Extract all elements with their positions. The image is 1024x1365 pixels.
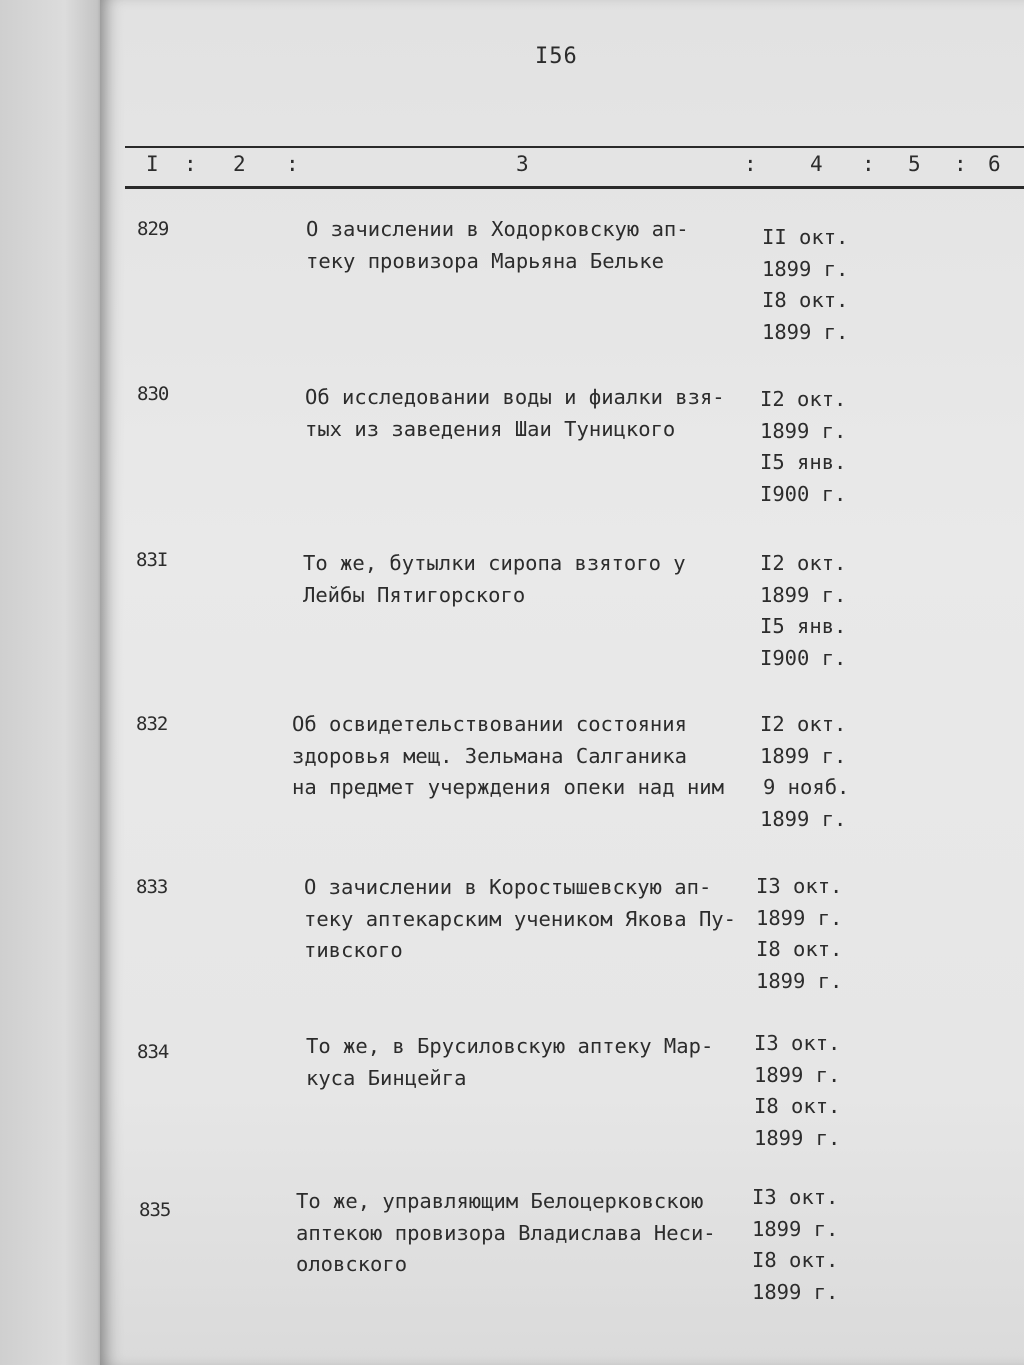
entry-dates xyxy=(760,548,846,674)
column-separator: : xyxy=(286,152,299,176)
entry-date-line: I8 окт. xyxy=(756,937,843,961)
entry-dates xyxy=(760,384,846,510)
column-header-3: 3 xyxy=(516,152,529,176)
header-rule-top xyxy=(125,146,1024,148)
column-header-5: 5 xyxy=(908,152,921,176)
entry-date-line: 1899 г. xyxy=(760,418,847,443)
entry-date-line: 9 нояб. xyxy=(763,775,850,799)
entry-date-line: 1899 г. xyxy=(760,806,847,831)
column-separator: : xyxy=(744,152,757,176)
entry-date-line: 1899 г. xyxy=(754,1125,841,1150)
column-header-2: 2 xyxy=(233,152,246,176)
entry-description xyxy=(306,1031,713,1094)
entry-description xyxy=(296,1186,716,1281)
entry-date-line: I5 янв. xyxy=(760,450,847,474)
entry-description-line: оловского xyxy=(296,1252,408,1276)
entry-description-line: теку провизора Марьяна Бельке xyxy=(306,248,664,273)
entry-description-line: здоровья мещ. Зельмана Салганика xyxy=(292,743,687,768)
entry-number: 83I xyxy=(136,549,168,571)
entry-date-line: II окт. xyxy=(762,225,849,249)
entry-date-line: 1899 г. xyxy=(762,256,849,281)
entry-description-line: Об освидетельствовании состояния xyxy=(292,712,687,736)
page-number: I56 xyxy=(535,44,578,69)
entry-date-line: I5 янв. xyxy=(760,614,847,638)
entry-number: 835 xyxy=(139,1199,171,1221)
entry-number: 833 xyxy=(136,876,168,898)
entry-description-line: тивского xyxy=(304,938,403,962)
entry-date-line: 1899 г. xyxy=(752,1279,839,1304)
entry-description xyxy=(292,709,724,804)
entry-description xyxy=(304,872,736,967)
entry-date-line: I3 окт. xyxy=(752,1185,839,1209)
entry-date-line: I900 г. xyxy=(760,645,847,670)
entry-dates xyxy=(762,222,848,348)
entry-description-line: Об исследовании воды и фиалки взя- xyxy=(305,385,725,409)
entry-date-line: I8 окт. xyxy=(762,288,849,312)
entry-date-line: 1899 г. xyxy=(752,1216,839,1241)
entry-dates xyxy=(760,709,849,835)
column-header-6: 6 xyxy=(988,152,1001,176)
entry-date-line: 1899 г. xyxy=(756,905,843,930)
entry-number: 834 xyxy=(137,1041,169,1063)
header-rule-bottom xyxy=(125,186,1024,189)
entry-description-line: Лейбы Пятигорского xyxy=(303,582,526,607)
column-separator: : xyxy=(862,152,875,176)
column-separator: : xyxy=(954,152,967,176)
entry-date-line: I2 окт. xyxy=(760,387,847,411)
entry-description xyxy=(306,214,689,277)
entry-description-line: О зачислении в Коростышевскую ап- xyxy=(304,875,712,899)
entry-date-line: 1899 г. xyxy=(756,968,843,993)
column-header-4: 4 xyxy=(810,152,823,176)
entry-number: 832 xyxy=(136,713,168,735)
entry-description-line: куса Бинцейга xyxy=(306,1065,467,1090)
entry-description-line: тых из заведения Шаи Туницкого xyxy=(305,416,676,441)
entry-number: 829 xyxy=(137,218,169,240)
entry-description-line: аптекою провизора Владислава Неси- xyxy=(296,1220,716,1245)
entry-description-line: То же, в Брусиловскую аптеку Мар- xyxy=(306,1034,714,1058)
column-header-1: I xyxy=(146,152,159,176)
entry-dates xyxy=(752,1182,838,1308)
entry-dates xyxy=(754,1028,840,1154)
entry-date-line: I8 окт. xyxy=(754,1094,841,1118)
entry-description-line: О зачислении в Ходорковскую ап- xyxy=(306,217,689,241)
entry-date-line: 1899 г. xyxy=(760,582,847,607)
entry-date-line: I2 окт. xyxy=(760,712,847,736)
entry-number: 830 xyxy=(137,383,169,405)
entry-description-line: на предмет учерждения опеки над ним xyxy=(292,775,724,799)
entry-description xyxy=(305,382,725,445)
entry-date-line: I2 окт. xyxy=(760,551,847,575)
entry-dates xyxy=(756,871,842,997)
entry-date-line: 1899 г. xyxy=(754,1062,841,1087)
entry-date-line: I8 окт. xyxy=(752,1248,839,1272)
entry-description-line: теку аптекарским учеником Якова Пу- xyxy=(304,906,736,931)
entry-date-line: I900 г. xyxy=(760,481,847,506)
entry-date-line: 1899 г. xyxy=(762,319,849,344)
left-page-edge xyxy=(0,0,108,1365)
entry-description-line: То же, управляющим Белоцерковскою xyxy=(296,1189,704,1213)
entry-date-line: 1899 г. xyxy=(760,743,847,768)
entry-description xyxy=(303,548,686,611)
column-separator: : xyxy=(184,152,197,176)
document-page xyxy=(100,0,1024,1365)
entry-description-line: То же, бутылки сиропа взятого у xyxy=(303,551,686,575)
entry-date-line: I3 окт. xyxy=(754,1031,841,1055)
entry-date-line: I3 окт. xyxy=(756,874,843,898)
